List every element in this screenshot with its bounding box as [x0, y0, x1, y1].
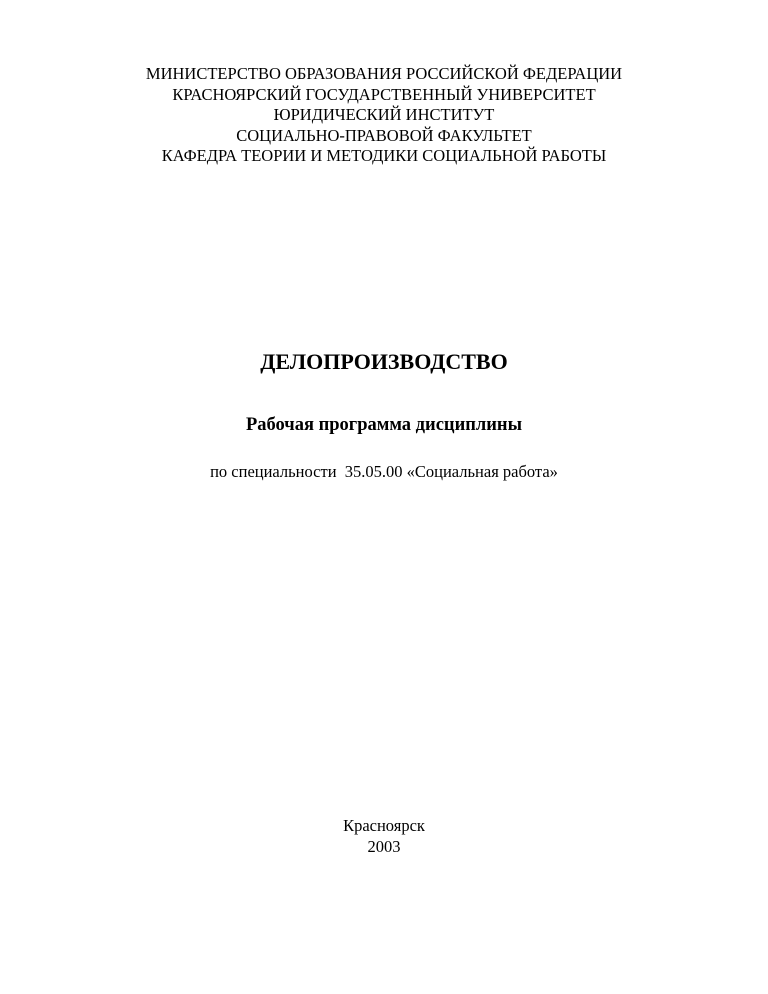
department-line: КАФЕДРА ТЕОРИИ И МЕТОДИКИ СОЦИАЛЬНОЙ РАБОТЫ [161, 146, 607, 165]
publication-footer [0, 815, 768, 857]
specialty-line: по специальности 35.05.00 «Социальная работа» [210, 462, 558, 481]
faculty-line: СОЦИАЛЬНО-ПРАВОВОЙ ФАКУЛЬТЕТ [236, 125, 532, 145]
year: 2003 [367, 837, 401, 856]
institution-header [0, 64, 768, 167]
document-subtitle: Рабочая программа дисциплины [245, 415, 523, 435]
ministry-line: МИНИСТЕРСТВО ОБРАЗОВАНИЯ РОССИЙСКОЙ ФЕДЕРАЦИИ [145, 64, 623, 83]
institute-line: ЮРИДИЧЕСКИЙ ИНСТИТУТ [273, 105, 495, 124]
university-line: КРАСНОЯРСКИЙ ГОСУДАРСТВЕННЫЙ УНИВЕРСИТЕТ [172, 84, 596, 104]
city: Красноярск [343, 816, 425, 835]
document-title: ДЕЛОПРОИЗВОДСТВО [260, 349, 508, 374]
